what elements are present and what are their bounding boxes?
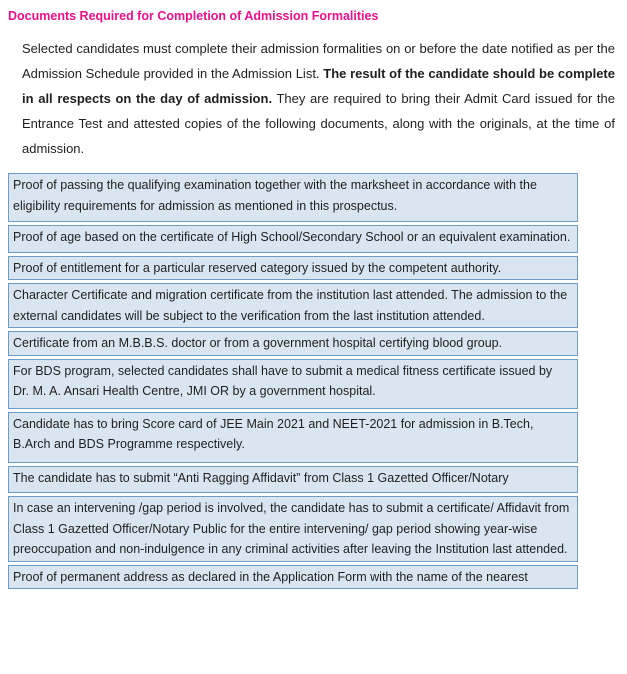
intro-text-start: Selected candidates must complete their admission formalities on or before the date notified as per the Admission Schedule provided in the Admission List. [22,41,615,81]
document-row: The candidate has to submit “Anti Ragging Affidavit” from Class 1 Gazetted Officer/Notary [8,466,578,494]
document-row: Proof of entitlement for a particular reserved category issued by the competent authority. [8,256,578,281]
intro-text-bold: The result of the candidate should be complete in all respects on the day of admission. [22,66,615,106]
documents-table [8,173,578,589]
document-row: Proof of age based on the certificate of High School/Secondary School or an equivalent examination. [8,225,578,253]
intro-text-end: They are required to bring their Admit Card issued for the Entrance Test and attested copies of the following documents, along with the originals, at the time of admission. [22,91,615,156]
document-row: In case an intervening /gap period is involved, the candidate has to submit a certificate/ Affidavit from Class 1 Gazetted Officer/Notary Public for the entire intervening/ gap period showing year-wise preoccupation and non-indulgence in any criminal activities after leaving the Institution last attended. [8,496,578,562]
document-row: Character Certificate and migration certificate from the institution last attended. The admission to the external candidates will be subject to the verification from the last institution attended. [8,283,578,328]
document-row: For BDS program, selected candidates shall have to submit a medical fitness certificate issued by Dr. M. A. Ansari Health Centre, JMI OR by a government hospital. [8,359,578,409]
document-row: Candidate has to bring Score card of JEE Main 2021 and NEET-2021 for admission in B.Tech, B.Arch and BDS Programme respectively. [8,412,578,463]
document-row: Proof of passing the qualifying examination together with the marksheet in accordance with the eligibility requirements for admission as mentioned in this prospectus. [8,173,578,222]
intro-paragraph [22,36,615,161]
section-heading: Documents Required for Completion of Admission Formalities [8,9,379,23]
document-row: Certificate from an M.B.B.S. doctor or from a government hospital certifying blood group. [8,331,578,356]
document-row: Proof of permanent address as declared in the Application Form with the name of the nearest [8,565,578,590]
